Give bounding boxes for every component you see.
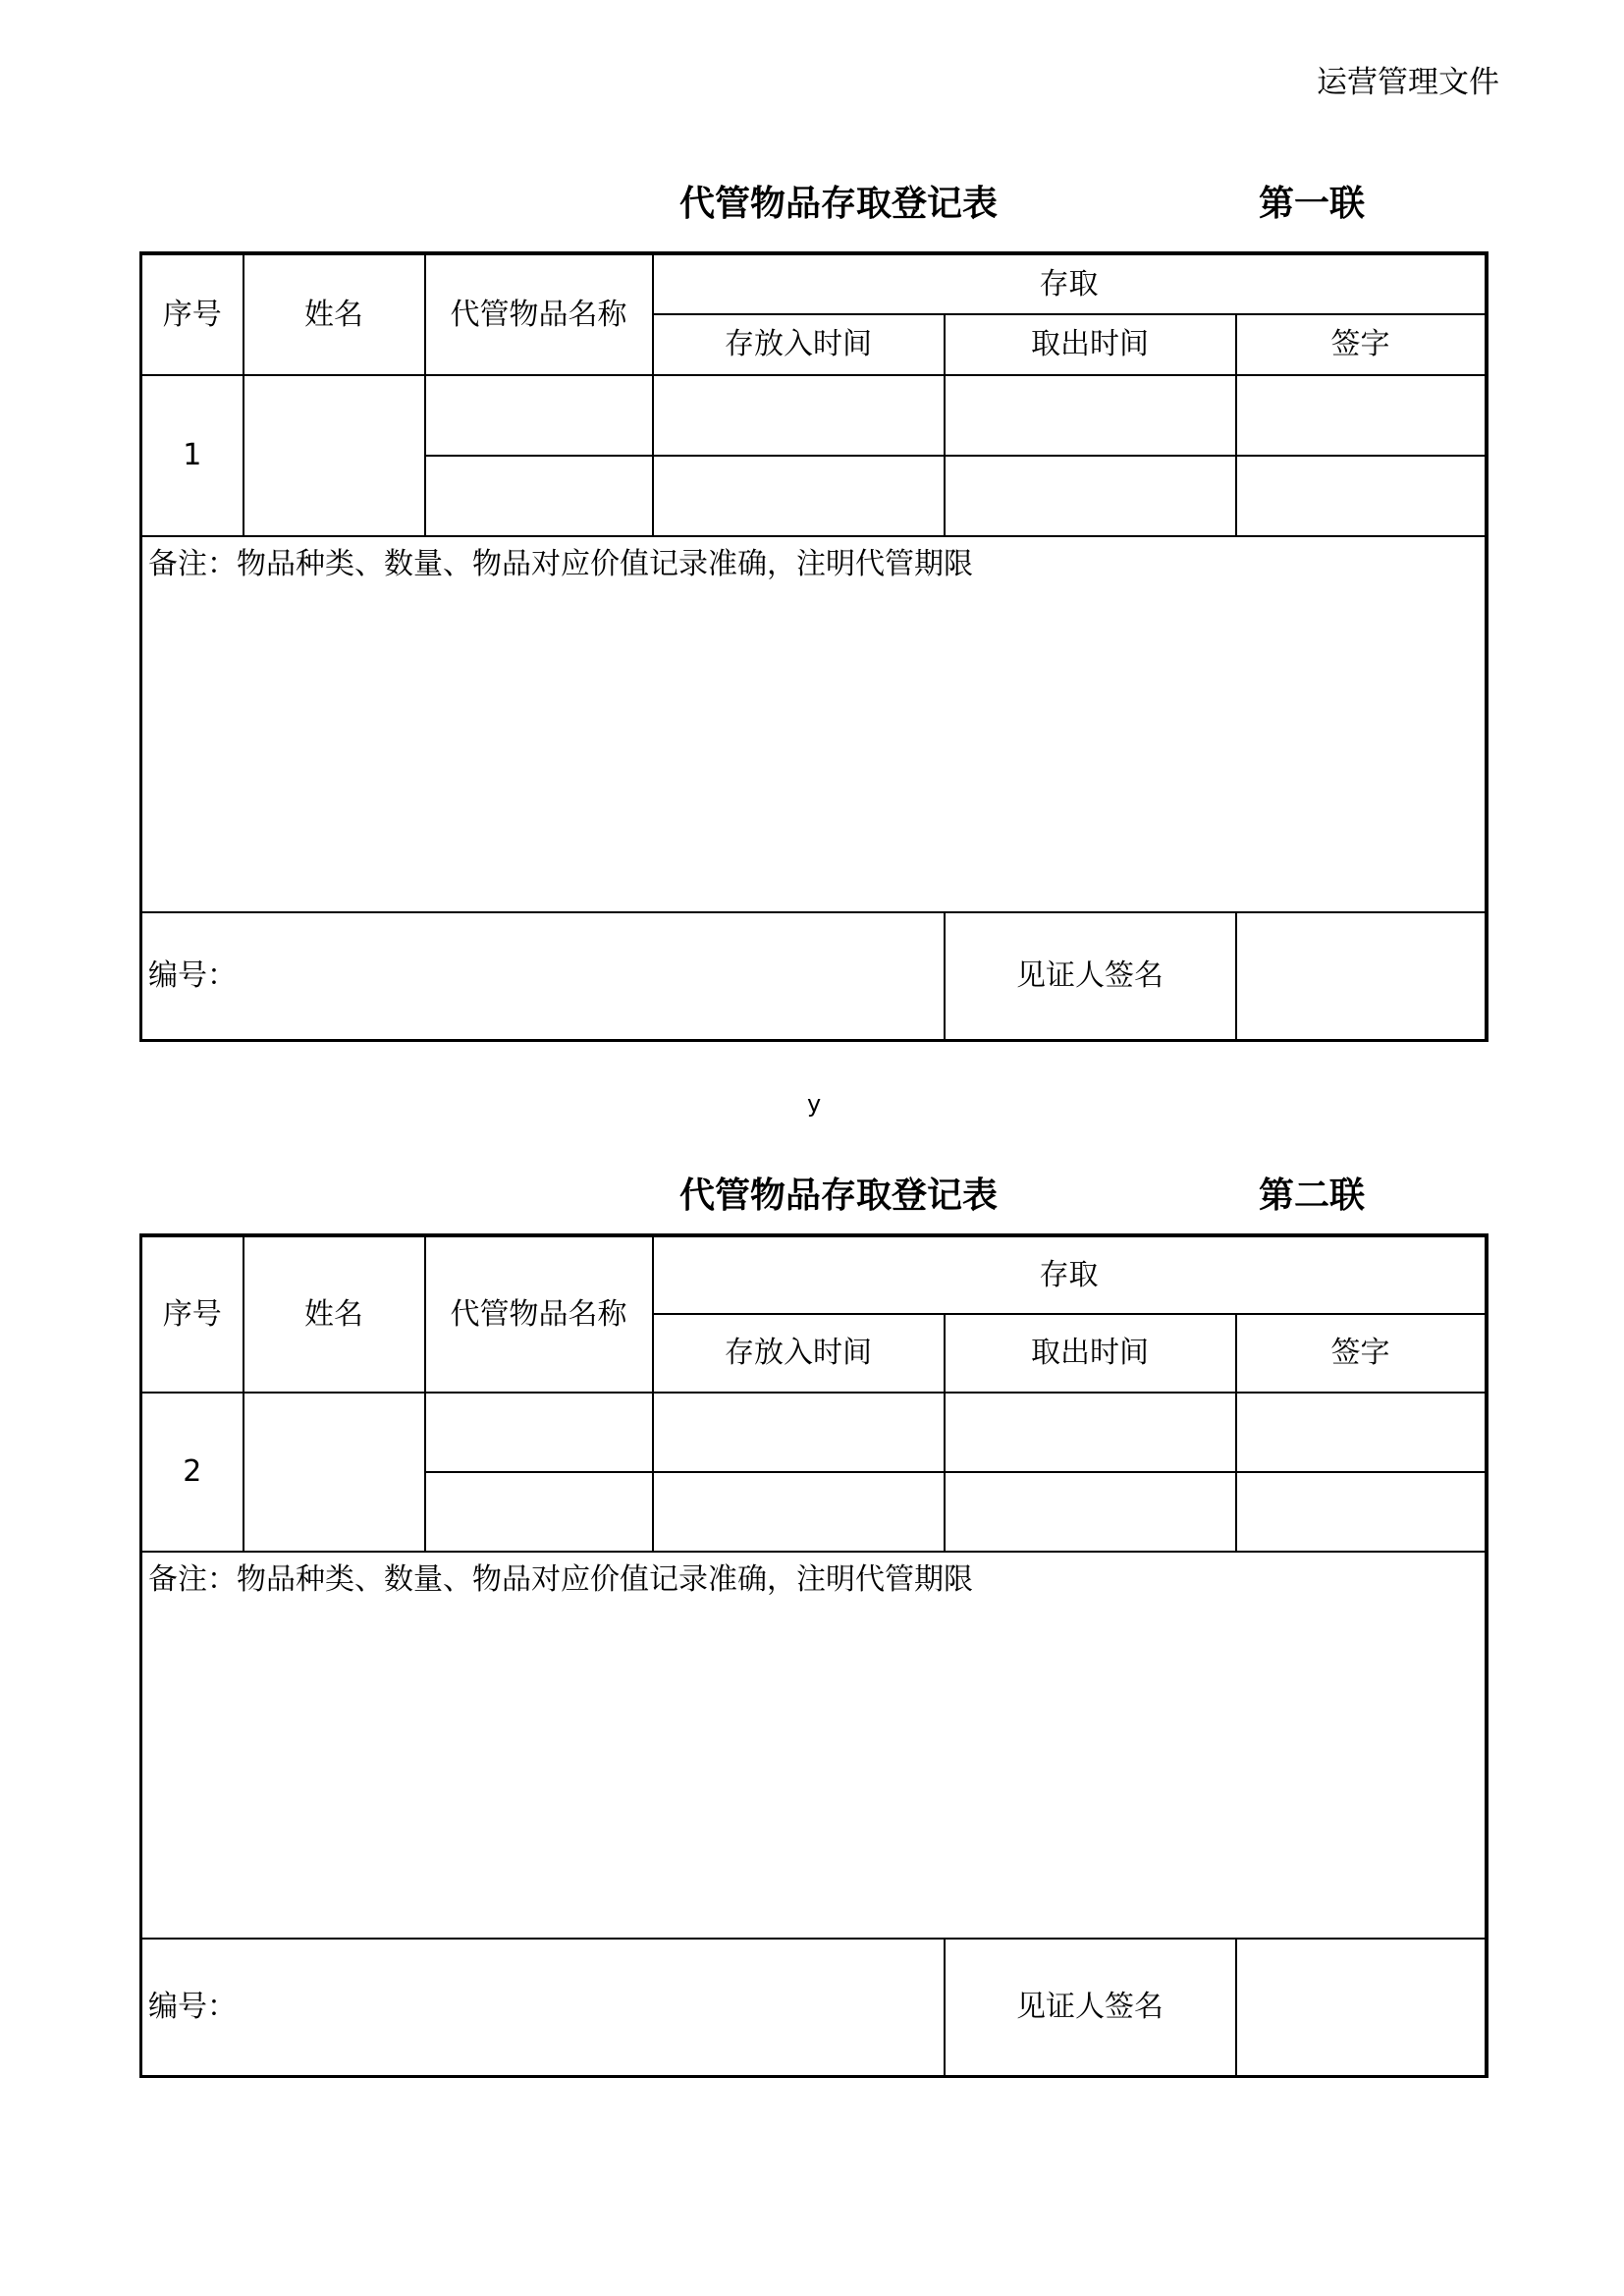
form-1-witness-label: 见证人签名 (945, 912, 1236, 1040)
form-2-header-access-group: 存取 (653, 1235, 1487, 1314)
form-1-withdraw-cell[interactable] (945, 375, 1236, 456)
form-1-header-item-name: 代管物品名称 (425, 253, 653, 375)
form-2-header-signature: 签字 (1236, 1314, 1487, 1393)
form-2-title: 代管物品存取登记表 (679, 1175, 999, 1216)
form-2-name-cell[interactable] (244, 1393, 425, 1552)
form-2-number-label: 编号： (141, 1939, 945, 2076)
form-1-signature-cell[interactable] (1236, 456, 1487, 536)
form-1-title: 代管物品存取登记表 (679, 184, 999, 224)
form-2-deposit-cell[interactable] (653, 1472, 945, 1552)
form-1-item-cell[interactable] (425, 456, 653, 536)
form-1-header-seq: 序号 (141, 253, 244, 375)
form-2-header-item-name: 代管物品名称 (425, 1235, 653, 1393)
form-1-deposit-cell[interactable] (653, 456, 945, 536)
form-1-signature-cell[interactable] (1236, 375, 1487, 456)
form-1-header-deposit-time: 存放入时间 (653, 314, 945, 375)
separator-mark: y (807, 1090, 822, 1118)
form-2-witness-signature-cell[interactable] (1236, 1939, 1487, 2076)
form-2-note: 备注：物品种类、数量、物品对应价值记录准确，注明代管期限 (141, 1552, 1487, 1939)
form-1-header-withdraw-time: 取出时间 (945, 314, 1236, 375)
form-1-row-number: 1 (141, 375, 244, 536)
form-2-item-cell[interactable] (425, 1393, 653, 1472)
form-2-header-seq: 序号 (141, 1235, 244, 1393)
form-2-item-cell[interactable] (425, 1472, 653, 1552)
form-2-part-label: 第二联 (1259, 1175, 1366, 1216)
form-2-withdraw-cell[interactable] (945, 1393, 1236, 1472)
form-2-header-withdraw-time: 取出时间 (945, 1314, 1236, 1393)
form-2-table (139, 1233, 1489, 2078)
form-1-note: 备注：物品种类、数量、物品对应价值记录准确，注明代管期限 (141, 536, 1487, 912)
form-2-withdraw-cell[interactable] (945, 1472, 1236, 1552)
form-1-number-label: 编号： (141, 912, 945, 1040)
form-2-header-deposit-time: 存放入时间 (653, 1314, 945, 1393)
form-2-witness-label: 见证人签名 (945, 1939, 1236, 2076)
form-1-header-signature: 签字 (1236, 314, 1487, 375)
form-1-withdraw-cell[interactable] (945, 456, 1236, 536)
form-1-header-access-group: 存取 (653, 253, 1487, 314)
form-2-deposit-cell[interactable] (653, 1393, 945, 1472)
form-2-header-name: 姓名 (244, 1235, 425, 1393)
form-1-part-label: 第一联 (1259, 184, 1366, 224)
form-2-row-number: 2 (141, 1393, 244, 1552)
form-1-header-name: 姓名 (244, 253, 425, 375)
form-2-signature-cell[interactable] (1236, 1472, 1487, 1552)
form-1-name-cell[interactable] (244, 375, 425, 536)
form-1-item-cell[interactable] (425, 375, 653, 456)
form-2-signature-cell[interactable] (1236, 1393, 1487, 1472)
document-header: 运营管理文件 (1317, 65, 1499, 100)
form-1-table (139, 251, 1489, 1042)
form-1-witness-signature-cell[interactable] (1236, 912, 1487, 1040)
form-1-deposit-cell[interactable] (653, 375, 945, 456)
